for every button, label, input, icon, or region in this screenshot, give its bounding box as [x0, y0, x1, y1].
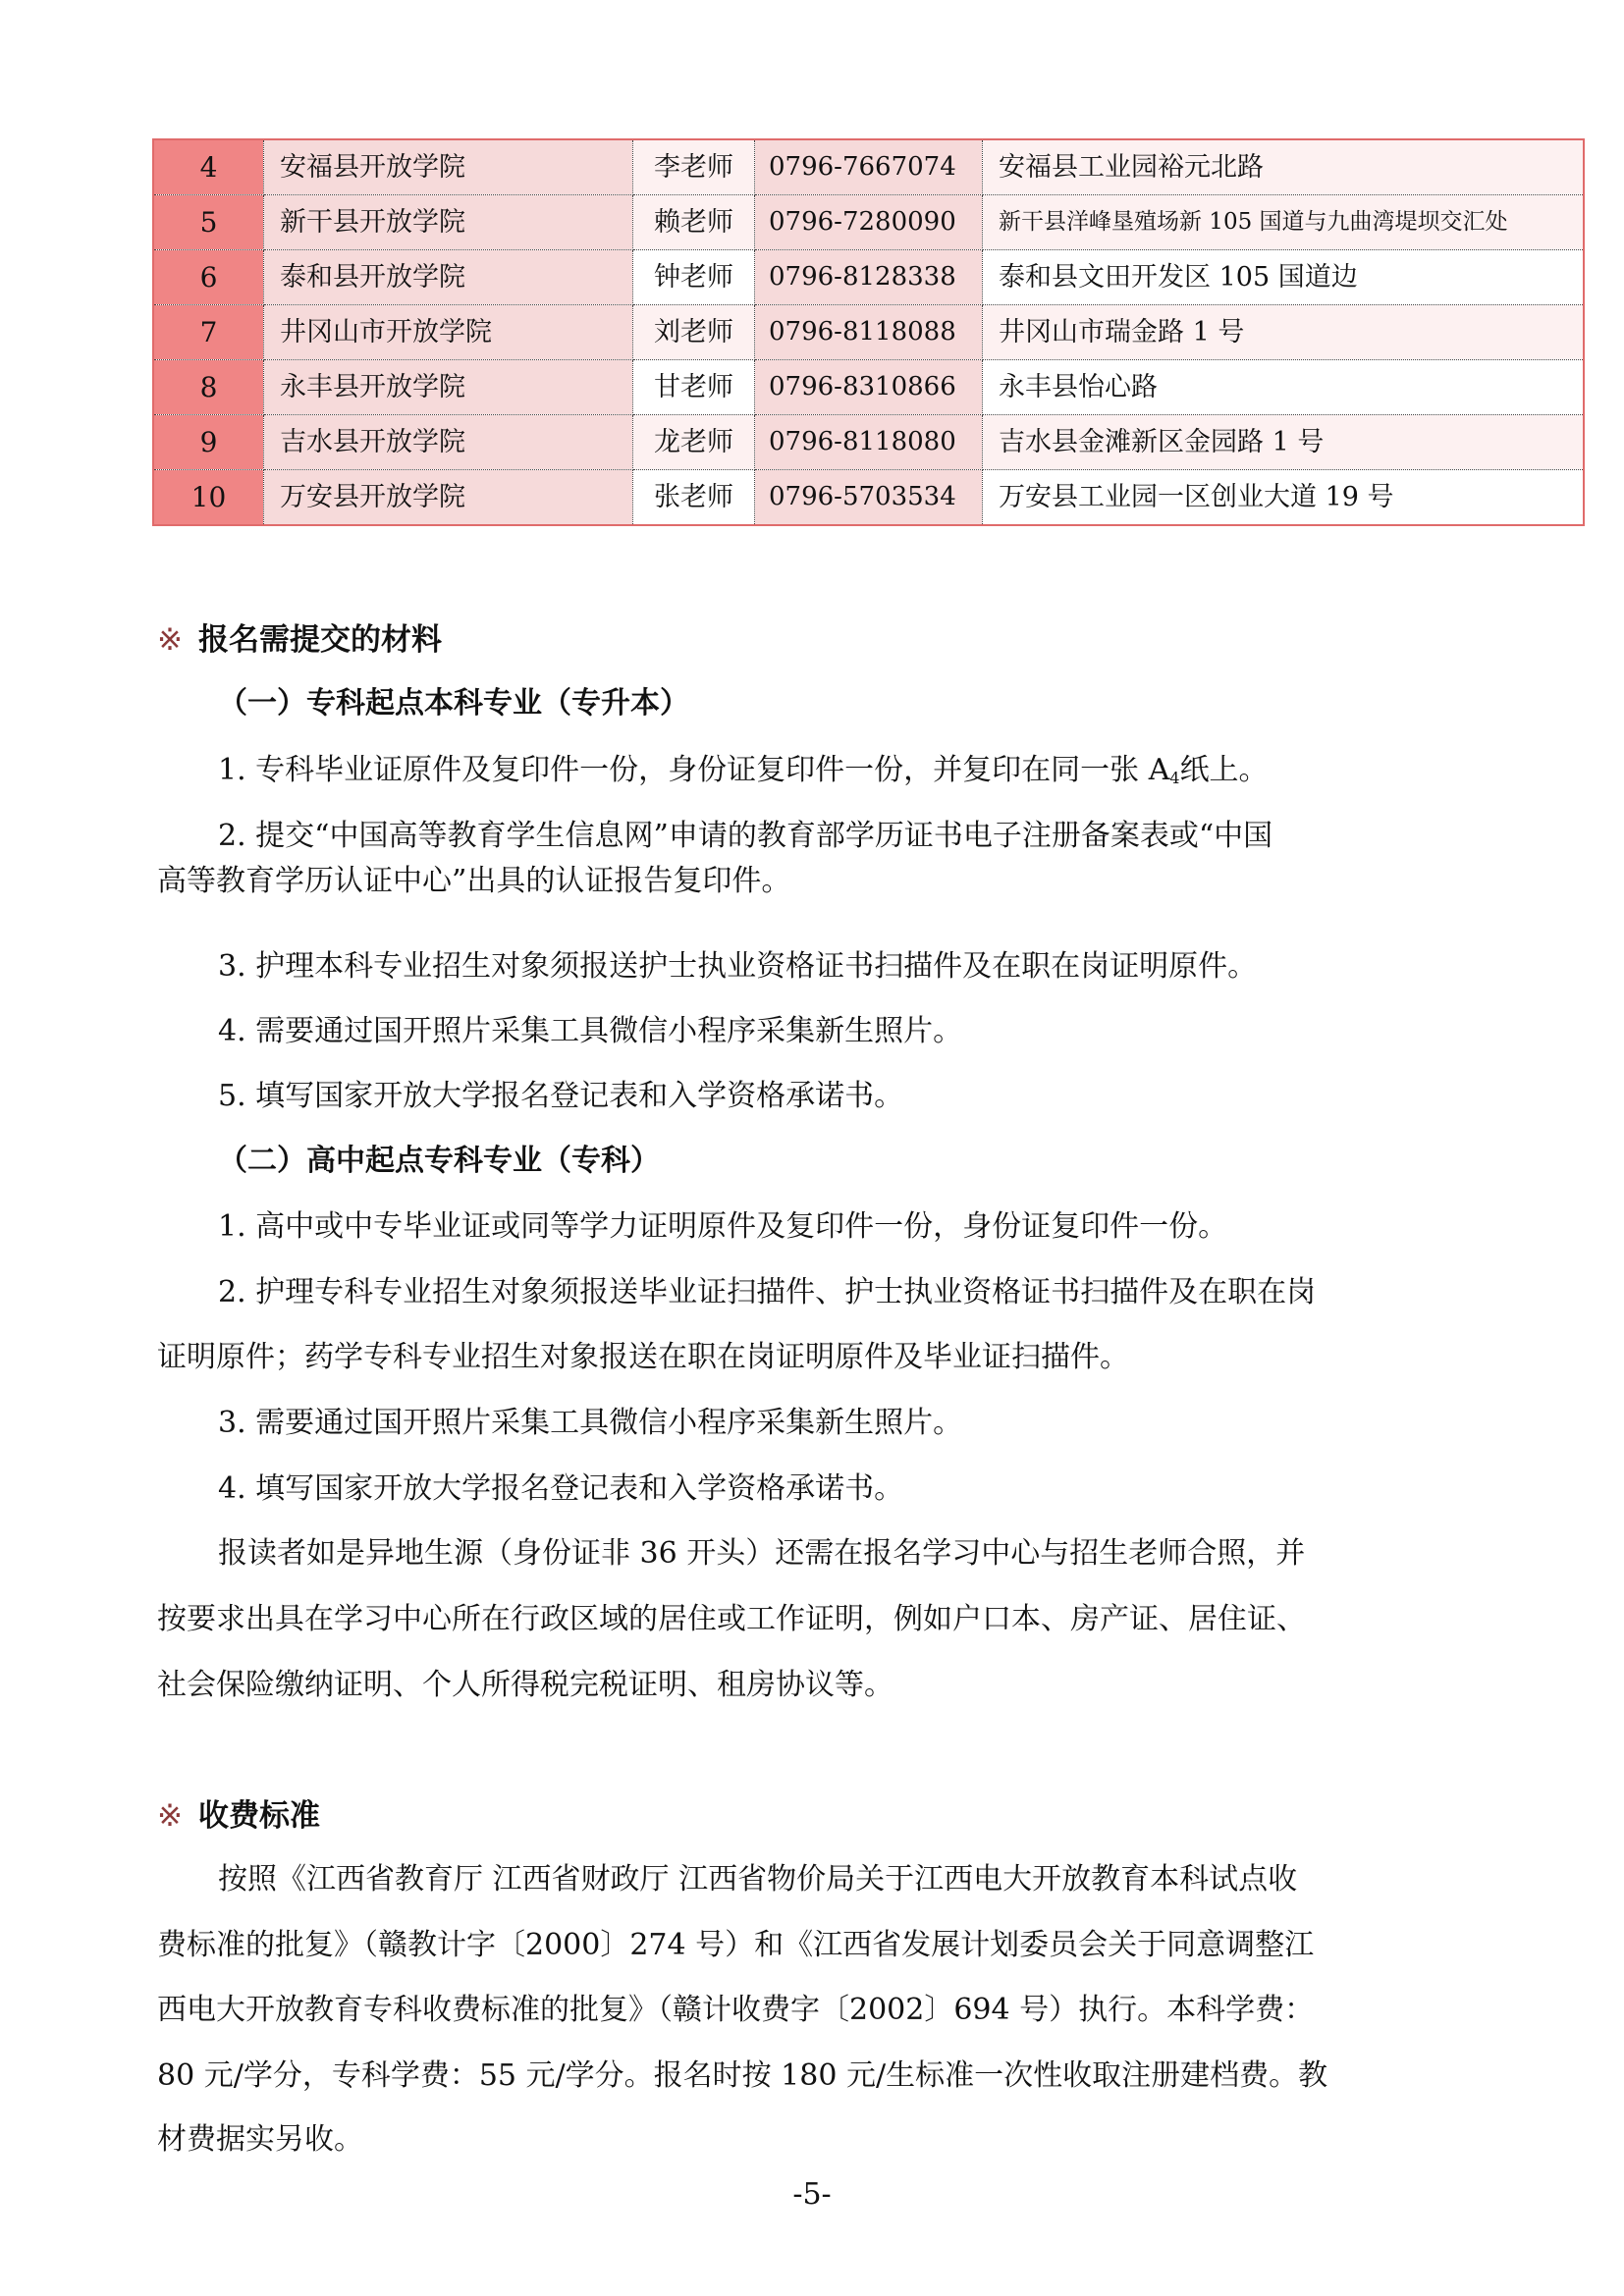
school-name: 吉水县开放学院	[264, 415, 633, 470]
fee-line-5: 材费据实另收。	[157, 2122, 363, 2157]
teacher-name: 刘老师	[633, 305, 755, 360]
reference-mark-icon: ※	[157, 622, 183, 658]
part2-item-4: 4. 填写国家开放大学报名登记表和入学资格承诺书。	[218, 1471, 904, 1506]
part1-item-2-line1: 2. 提交“中国高等教育学生信息网”申请的教育部学历证书电子注册备案表或“中国	[218, 819, 1273, 853]
table-row	[153, 195, 1584, 250]
note-line-3: 社会保险缴纳证明、个人所得税完税证明、租房协议等。	[157, 1668, 893, 1702]
teacher-name: 李老师	[633, 139, 755, 195]
teacher-name: 甘老师	[633, 360, 755, 415]
table-body	[153, 139, 1584, 525]
phone-number: 0796-8118088	[755, 305, 983, 360]
page-number: -5-	[792, 2177, 832, 2212]
table-row	[153, 305, 1584, 360]
school-name: 泰和县开放学院	[264, 250, 633, 305]
subscript: 4	[1169, 769, 1180, 787]
teacher-name: 龙老师	[633, 415, 755, 470]
address: 吉水县金滩新区金园路 1 号	[983, 415, 1585, 470]
section-heading-materials	[157, 620, 442, 660]
part2-item-2-line1: 2. 护理专科专业招生对象须报送毕业证扫描件、护士执业资格证书扫描件及在职在岗	[218, 1275, 1317, 1309]
item-text: 1. 专科毕业证原件及复印件一份，身份证复印件一份，并复印在同一张 A	[218, 753, 1170, 787]
address: 新干县洋峰垦殖场新 105 国道与九曲湾堤坝交汇处	[983, 195, 1585, 250]
address: 永丰县怡心路	[983, 360, 1585, 415]
fee-line-2: 费标准的批复》（赣教计字〔2000〕274 号）和《江西省发展计划委员会关于同意调整江	[157, 1928, 1315, 1962]
table-row	[153, 360, 1584, 415]
note-line-1: 报读者如是异地生源（身份证非 36 开头）还需在报名学习中心与招生老师合照，并	[218, 1536, 1306, 1571]
fee-line-1: 按照《江西省教育厅 江西省财政厅 江西省物价局关于江西电大开放教育本科试点收	[218, 1862, 1298, 1896]
row-number: 8	[153, 360, 264, 415]
fee-line-4: 80 元/学分，专科学费：55 元/学分。报名时按 180 元/生标准一次性收取注册建档费。教	[157, 2058, 1328, 2093]
teacher-name: 钟老师	[633, 250, 755, 305]
subheading-part2: （二）高中起点专科专业（专科）	[218, 1144, 660, 1178]
school-name: 万安县开放学院	[264, 470, 633, 526]
part1-item-3: 3. 护理本科专业招生对象须报送护士执业资格证书扫描件及在职在岗证明原件。	[218, 949, 1258, 984]
address: 井冈山市瑞金路 1 号	[983, 305, 1585, 360]
phone-number: 0796-7280090	[755, 195, 983, 250]
part1-item-4: 4. 需要通过国开照片采集工具微信小程序采集新生照片。	[218, 1014, 963, 1048]
row-number: 10	[153, 470, 264, 526]
subheading-part1: （一）专科起点本科专业（专升本）	[218, 686, 689, 721]
row-number: 7	[153, 305, 264, 360]
school-name: 新干县开放学院	[264, 195, 633, 250]
address: 泰和县文田开发区 105 国道边	[983, 250, 1585, 305]
phone-number: 0796-8310866	[755, 360, 983, 415]
part2-item-1: 1. 高中或中专毕业证或同等学力证明原件及复印件一份，身份证复印件一份。	[218, 1209, 1228, 1244]
address: 万安县工业园一区创业大道 19 号	[983, 470, 1585, 526]
row-number: 4	[153, 139, 264, 195]
teacher-name: 张老师	[633, 470, 755, 526]
fee-line-3: 西电大开放教育专科收费标准的批复》（赣计收费字〔2002〕694 号）执行。本科学费：	[157, 1993, 1315, 2027]
item-text: 纸上。	[1179, 753, 1269, 787]
table-row	[153, 470, 1584, 526]
row-number: 6	[153, 250, 264, 305]
phone-number: 0796-8128338	[755, 250, 983, 305]
table-row	[153, 139, 1584, 195]
phone-number: 0796-5703534	[755, 470, 983, 526]
phone-number: 0796-7667074	[755, 139, 983, 195]
teacher-name: 赖老师	[633, 195, 755, 250]
address: 安福县工业园裕元北路	[983, 139, 1585, 195]
reference-mark-icon: ※	[157, 1798, 183, 1834]
section-title: 收费标准	[197, 1798, 320, 1834]
note-line-2: 按要求出具在学习中心所在行政区域的居住或工作证明，例如户口本、房产证、居住证、	[157, 1602, 1306, 1636]
phone-number: 0796-8118080	[755, 415, 983, 470]
part2-item-3: 3. 需要通过国开照片采集工具微信小程序采集新生照片。	[218, 1406, 963, 1440]
row-number: 5	[153, 195, 264, 250]
part1-item-1	[218, 751, 1269, 798]
table-row	[153, 250, 1584, 305]
section-heading-fees	[157, 1796, 320, 1836]
part1-item-2-line2: 高等教育学历认证中心”出具的认证报告复印件。	[157, 864, 791, 898]
table-row	[153, 415, 1584, 470]
part1-item-5: 5. 填写国家开放大学报名登记表和入学资格承诺书。	[218, 1079, 904, 1113]
school-name: 永丰县开放学院	[264, 360, 633, 415]
section-title: 报名需提交的材料	[197, 622, 442, 658]
row-number: 9	[153, 415, 264, 470]
learning-center-table	[152, 138, 1585, 526]
school-name: 井冈山市开放学院	[264, 305, 633, 360]
school-name: 安福县开放学院	[264, 139, 633, 195]
part2-item-2-line2: 证明原件；药学专科专业招生对象报送在职在岗证明原件及毕业证扫描件。	[157, 1340, 1129, 1374]
